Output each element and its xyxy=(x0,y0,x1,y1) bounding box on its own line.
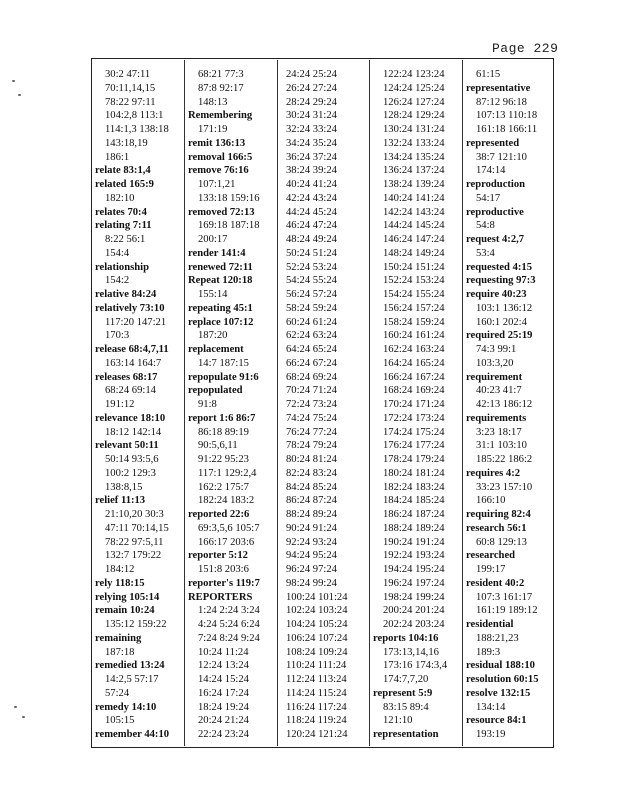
index-term: representative xyxy=(466,82,531,94)
index-term: replace 107:12 xyxy=(188,316,254,328)
index-reference: 105:15 xyxy=(105,715,135,727)
index-term: relating 7:11 xyxy=(95,220,152,232)
index-term: remember 44:10 xyxy=(95,729,170,740)
index-reference: 107:3 161:17 xyxy=(476,591,533,603)
index-reference: 172:24 173:24 xyxy=(383,412,445,424)
index-reference: 164:24 165:24 xyxy=(383,357,445,369)
index-reference: 106:24 107:24 xyxy=(286,632,348,644)
index-reference: 128:24 129:24 xyxy=(383,110,445,122)
index-reference: 72:24 73:24 xyxy=(286,399,337,410)
index-term: report 1:6 86:7 xyxy=(188,412,256,424)
index-reference: 202:24 203:24 xyxy=(383,619,445,630)
index-reference: 30:24 31:24 xyxy=(286,110,337,122)
index-reference: 1:24 2:24 3:24 xyxy=(198,605,260,617)
index-reference: 42:13 186:12 xyxy=(476,399,533,410)
index-term: related 165:9 xyxy=(95,179,154,190)
index-reference: 186:24 187:24 xyxy=(383,509,445,520)
index-term: resource 84:1 xyxy=(466,715,527,727)
index-reference: 58:24 59:24 xyxy=(286,302,337,314)
index-term: remain 10:24 xyxy=(95,605,155,617)
index-reference: 88:24 89:24 xyxy=(286,509,337,520)
index-reference: 78:24 79:24 xyxy=(286,440,337,452)
index-reference: 174:7,7,20 xyxy=(383,674,429,685)
index-reference: 124:24 125:24 xyxy=(383,82,445,94)
index-reference: 162:24 163:24 xyxy=(383,344,445,355)
index-reference: 92:24 93:24 xyxy=(286,536,337,548)
index-term: relevance 18:10 xyxy=(95,412,166,424)
index-term: reproductive xyxy=(466,206,524,218)
index-term: representation xyxy=(373,729,439,740)
index-term: researched xyxy=(466,550,516,562)
index-term: requires 4:2 xyxy=(466,467,521,479)
index-reference: 16:24 17:24 xyxy=(198,687,249,699)
index-reference: 182:10 xyxy=(105,192,135,204)
index-reference: 184:12 xyxy=(105,564,135,575)
index-term: relatively 73:10 xyxy=(95,302,165,314)
index-reference: 78:22 97:5,11 xyxy=(105,536,164,548)
index-term: renewed 72:11 xyxy=(188,261,253,273)
index-reference: 84:24 85:24 xyxy=(286,481,337,493)
index-term: remaining xyxy=(95,632,142,644)
index-reference: 116:24 117:24 xyxy=(286,701,347,713)
index-reference: 104:24 105:24 xyxy=(286,619,348,630)
index-reference: 18:24 19:24 xyxy=(198,701,249,713)
index-term: render 141:4 xyxy=(188,247,246,259)
index-term: remove 76:16 xyxy=(188,165,249,177)
index-term: repeating 45:1 xyxy=(188,302,253,314)
index-reference: 40:23 41:7 xyxy=(476,385,522,397)
index-reference: 198:24 199:24 xyxy=(383,591,445,603)
index-reference: 150:24 151:24 xyxy=(383,261,445,273)
index-reference: 46:24 47:24 xyxy=(286,220,337,232)
index-reference: 160:24 161:24 xyxy=(383,330,445,342)
index-reference: 114:1,3 138:18 xyxy=(105,124,169,135)
index-reference: 54:24 55:24 xyxy=(286,275,337,287)
index-term: relationship xyxy=(95,261,149,273)
index-reference: 48:24 49:24 xyxy=(286,234,337,245)
index-term: reproduction xyxy=(466,179,526,190)
index-reference: 107:13 110:18 xyxy=(476,110,538,122)
index-reference: 178:24 179:24 xyxy=(383,454,445,465)
index-reference: 103:3,20 xyxy=(476,357,514,369)
index-reference: 148:24 149:24 xyxy=(383,247,445,259)
index-term: remedied 13:24 xyxy=(95,660,165,672)
index-reference: 114:24 115:24 xyxy=(286,687,347,699)
index-term: residual 188:10 xyxy=(466,660,535,672)
index-reference: 171:19 xyxy=(198,124,228,135)
index-reference: 126:24 127:24 xyxy=(383,96,445,108)
index-term: represented xyxy=(466,137,520,149)
index-term: requirement xyxy=(466,371,523,383)
index-reference: 91:22 95:23 xyxy=(198,454,249,465)
index-reference: 38:7 121:10 xyxy=(476,151,527,163)
index-reference: 193:19 xyxy=(476,729,506,740)
index-term: Remembering xyxy=(188,110,253,122)
index-reference: 170:3 xyxy=(105,330,130,342)
index-term: replacement xyxy=(188,344,244,355)
index-reference: 182:24 183:24 xyxy=(383,481,445,493)
index-reference: 33:23 157:10 xyxy=(476,481,533,493)
index-reference: 14:2,5 57:17 xyxy=(105,674,159,685)
index-reference: 134:24 135:24 xyxy=(383,151,445,163)
index-reference: 154:4 xyxy=(105,247,130,259)
index-reference: 169:18 187:18 xyxy=(198,220,260,232)
index-reference: 86:24 87:24 xyxy=(286,495,337,507)
index-reference: 134:14 xyxy=(476,701,506,713)
index-reference: 104:2,8 113:1 xyxy=(105,110,164,122)
index-reference: 173:13,14,16 xyxy=(383,646,439,658)
index-term: required 25:19 xyxy=(466,330,533,342)
index-reference: 136:24 137:24 xyxy=(383,165,445,177)
index-reference: 185:22 186:2 xyxy=(476,454,533,465)
index-reference: 69:3,5,6 105:7 xyxy=(198,522,260,534)
index-reference: 68:24 69:24 xyxy=(286,371,337,383)
index-term: removed 72:13 xyxy=(188,206,255,218)
index-reference: 62:24 63:24 xyxy=(286,330,337,342)
index-term: research 56:1 xyxy=(466,522,527,534)
index-reference: 90:24 91:24 xyxy=(286,522,337,534)
index-reference: 110:24 111:24 xyxy=(286,660,347,672)
index-reference: 143:18,19 xyxy=(105,137,148,149)
index-reference: 196:24 197:24 xyxy=(383,577,445,589)
index-reference: 20:24 21:24 xyxy=(198,715,249,727)
index-reference: 146:24 147:24 xyxy=(383,234,445,245)
index-reference: 100:2 129:3 xyxy=(105,467,156,479)
index-reference: 132:7 179:22 xyxy=(105,550,162,562)
index-term: Repeat 120:18 xyxy=(188,275,253,287)
index-reference: 121:10 xyxy=(383,715,413,727)
index-reference: 64:24 65:24 xyxy=(286,344,337,355)
index-reference: 135:12 159:22 xyxy=(105,619,167,630)
index-reference: 187:18 xyxy=(105,646,135,658)
index-reference: 117:20 147:21 xyxy=(105,316,167,328)
index-reference: 142:24 143:24 xyxy=(383,206,445,218)
index-reference: 190:24 191:24 xyxy=(383,536,445,548)
index-reference: 60:24 61:24 xyxy=(286,316,337,328)
index-reference: 191:12 xyxy=(105,399,135,410)
index-reference: 130:24 131:24 xyxy=(383,124,445,135)
index-reference: 18:12 142:14 xyxy=(105,426,162,438)
index-reference: 82:24 83:24 xyxy=(286,467,337,479)
scan-mark xyxy=(18,94,21,96)
index-reference: 192:24 193:24 xyxy=(383,550,445,562)
index-reference: 12:24 13:24 xyxy=(198,660,249,672)
index-reference: 152:24 153:24 xyxy=(383,275,445,287)
index-reference: 14:24 15:24 xyxy=(198,674,249,685)
index-reference: 184:24 185:24 xyxy=(383,495,445,507)
index-term: remit 136:13 xyxy=(188,137,246,149)
index-term: require 40:23 xyxy=(466,289,527,300)
index-column-2 xyxy=(188,68,278,742)
index-reference: 54:17 xyxy=(476,192,501,204)
index-reference: 68:24 69:14 xyxy=(105,385,156,397)
index-term: repopulated xyxy=(188,385,243,397)
index-reference: 40:24 41:24 xyxy=(286,179,337,190)
index-reference: 96:24 97:24 xyxy=(286,564,337,575)
index-reference: 98:24 99:24 xyxy=(286,577,337,589)
index-term: request 4:2,7 xyxy=(466,234,525,245)
index-reference: 4:24 5:24 6:24 xyxy=(198,619,260,630)
index-reference: 50:14 93:5,6 xyxy=(105,454,159,465)
index-reference: 52:24 53:24 xyxy=(286,261,337,273)
index-reference: 138:8,15 xyxy=(105,481,143,493)
index-term: represent 5:9 xyxy=(373,687,433,699)
index-reference: 118:24 119:24 xyxy=(286,715,347,727)
index-reference: 36:24 37:24 xyxy=(286,151,337,163)
index-reference: 132:24 133:24 xyxy=(383,137,445,149)
index-reference: 173:16 174:3,4 xyxy=(383,660,448,672)
index-reference: 174:24 175:24 xyxy=(383,426,445,438)
index-reference: 50:24 51:24 xyxy=(286,247,337,259)
index-reference: 28:24 29:24 xyxy=(286,96,337,108)
index-reference: 21:10,20 30:3 xyxy=(105,509,164,520)
index-reference: 42:24 43:24 xyxy=(286,192,337,204)
index-reference: 170:24 171:24 xyxy=(383,399,445,410)
index-term: requesting 97:3 xyxy=(466,275,536,287)
index-reference: 166:17 203:6 xyxy=(198,536,255,548)
index-reference: 122:24 123:24 xyxy=(383,69,445,80)
index-reference: 53:4 xyxy=(476,247,495,259)
index-term: reports 104:16 xyxy=(373,632,439,644)
index-term: resolve 132:15 xyxy=(466,687,531,699)
index-reference: 160:1 202:4 xyxy=(476,316,527,328)
index-term: release 68:4,7,11 xyxy=(95,344,169,355)
index-term: requirements xyxy=(466,412,527,424)
index-reference: 57:24 xyxy=(105,687,130,699)
index-reference: 32:24 33:24 xyxy=(286,124,337,135)
index-reference: 194:24 195:24 xyxy=(383,564,445,575)
index-term: reported 22:6 xyxy=(188,509,250,520)
index-reference: 103:1 136:12 xyxy=(476,302,533,314)
index-reference: 155:14 xyxy=(198,289,228,300)
index-reference: 14:7 187:15 xyxy=(198,357,249,369)
index-reference: 140:24 141:24 xyxy=(383,192,445,204)
index-reference: 87:12 96:18 xyxy=(476,96,527,108)
index-reference: 31:1 103:10 xyxy=(476,440,527,452)
index-reference: 187:20 xyxy=(198,330,228,342)
index-reference: 176:24 177:24 xyxy=(383,440,445,452)
index-reference: 61:15 xyxy=(476,69,501,80)
index-reference: 54:8 xyxy=(476,220,495,232)
index-reference: 188:21,23 xyxy=(476,632,519,644)
index-reference: 200:17 xyxy=(198,234,228,245)
index-reference: 151:8 203:6 xyxy=(198,564,249,575)
index-reference: 8:22 56:1 xyxy=(105,234,146,245)
index-reference: 78:22 97:11 xyxy=(105,96,156,108)
index-reference: 7:24 8:24 9:24 xyxy=(198,632,260,644)
index-reference: 102:24 103:24 xyxy=(286,605,348,617)
index-reference: 10:24 11:24 xyxy=(198,646,249,658)
index-term: remedy 14:10 xyxy=(95,701,157,713)
index-reference: 90:5,6,11 xyxy=(198,440,238,452)
index-term: reporter's 119:7 xyxy=(188,577,260,589)
index-reference: 168:24 169:24 xyxy=(383,385,445,397)
index-term: repopulate 91:6 xyxy=(188,371,259,383)
index-term: relying 105:14 xyxy=(95,591,160,603)
index-reference: 66:24 67:24 xyxy=(286,357,337,369)
index-term: residential xyxy=(466,619,514,630)
index-reference: 154:2 xyxy=(105,275,130,287)
index-reference: 24:24 25:24 xyxy=(286,69,337,80)
index-reference: 91:8 xyxy=(198,399,217,410)
index-reference: 74:24 75:24 xyxy=(286,412,337,424)
index-term: relevant 50:11 xyxy=(95,440,159,452)
index-reference: 166:24 167:24 xyxy=(383,371,445,383)
index-term: releases 68:17 xyxy=(95,371,158,383)
index-reference: 186:1 xyxy=(105,151,130,163)
index-reference: 156:24 157:24 xyxy=(383,302,445,314)
index-reference: 174:14 xyxy=(476,165,506,177)
index-term: rely 118:15 xyxy=(95,577,145,589)
index-reference: 180:24 181:24 xyxy=(383,467,445,479)
index-term: reporter 5:12 xyxy=(188,550,248,562)
index-reference: 188:24 189:24 xyxy=(383,522,445,534)
index-reference: 148:13 xyxy=(198,96,228,108)
index-reference: 166:10 xyxy=(476,495,506,507)
index-reference: 200:24 201:24 xyxy=(383,605,445,617)
index-reference: 133:18 159:16 xyxy=(198,192,260,204)
index-reference: 162:2 175:7 xyxy=(198,481,249,493)
index-reference: 154:24 155:24 xyxy=(383,289,445,300)
index-term: removal 166:5 xyxy=(188,151,253,163)
index-reference: 161:18 166:11 xyxy=(476,124,538,135)
index-reference: 161:19 189:12 xyxy=(476,605,538,617)
index-reference: 117:1 129:2,4 xyxy=(198,467,257,479)
index-term: resident 40:2 xyxy=(466,577,525,589)
index-reference: 76:24 77:24 xyxy=(286,426,337,438)
index-reference: 107:1,21 xyxy=(198,179,236,190)
index-reference: 94:24 95:24 xyxy=(286,550,337,562)
index-reference: 22:24 23:24 xyxy=(198,729,249,740)
index-reference: 182:24 183:2 xyxy=(198,495,255,507)
index-term: relative 84:24 xyxy=(95,289,157,300)
index-reference: 38:24 39:24 xyxy=(286,165,337,177)
index-term: requiring 82:4 xyxy=(466,509,531,520)
index-reference: 108:24 109:24 xyxy=(286,646,348,658)
scan-mark xyxy=(14,706,17,708)
index-reference: 56:24 57:24 xyxy=(286,289,337,300)
index-reference: 30:2 47:11 xyxy=(105,69,151,80)
index-term: relief 11:13 xyxy=(95,495,146,507)
index-reference: 189:3 xyxy=(476,646,501,658)
index-reference: 163:14 164:7 xyxy=(105,357,162,369)
index-reference: 112:24 113:24 xyxy=(286,674,347,685)
index-reference: 47:11 70:14,15 xyxy=(105,522,169,534)
index-reference: 70:11,14,15 xyxy=(105,82,156,94)
index-reference: 60:8 129:13 xyxy=(476,536,527,548)
index-term: requested 4:15 xyxy=(466,261,533,273)
index-reference: 100:24 101:24 xyxy=(286,591,348,603)
index-reference: 34:24 35:24 xyxy=(286,137,337,149)
index-term: REPORTERS xyxy=(188,591,253,603)
index-column-5 xyxy=(466,68,556,742)
index-reference: 199:17 xyxy=(476,564,506,575)
index-column-1 xyxy=(95,68,185,742)
index-reference: 44:24 45:24 xyxy=(286,206,337,218)
index-column-4 xyxy=(373,68,463,742)
index-term: relate 83:1,4 xyxy=(95,165,151,177)
index-reference: 83:15 89:4 xyxy=(383,701,429,713)
index-reference: 138:24 139:24 xyxy=(383,179,445,190)
index-term: relates 70:4 xyxy=(95,206,147,218)
index-reference: 144:24 145:24 xyxy=(383,220,445,232)
index-reference: 68:21 77:3 xyxy=(198,69,244,80)
page-number: Page 229 xyxy=(492,41,559,56)
index-reference: 70:24 71:24 xyxy=(286,385,337,397)
scan-mark xyxy=(12,80,15,82)
index-reference: 26:24 27:24 xyxy=(286,82,337,94)
index-reference: 120:24 121:24 xyxy=(286,729,348,740)
index-reference: 3:23 18:17 xyxy=(476,426,522,438)
index-reference: 86:18 89:19 xyxy=(198,426,249,438)
index-reference: 74:3 99:1 xyxy=(476,344,517,355)
index-reference: 87:8 92:17 xyxy=(198,82,244,94)
index-reference: 80:24 81:24 xyxy=(286,454,337,465)
index-column-3 xyxy=(281,68,371,742)
index-reference: 158:24 159:24 xyxy=(383,316,445,328)
index-term: resolution 60:15 xyxy=(466,674,539,685)
scan-mark xyxy=(22,716,25,718)
